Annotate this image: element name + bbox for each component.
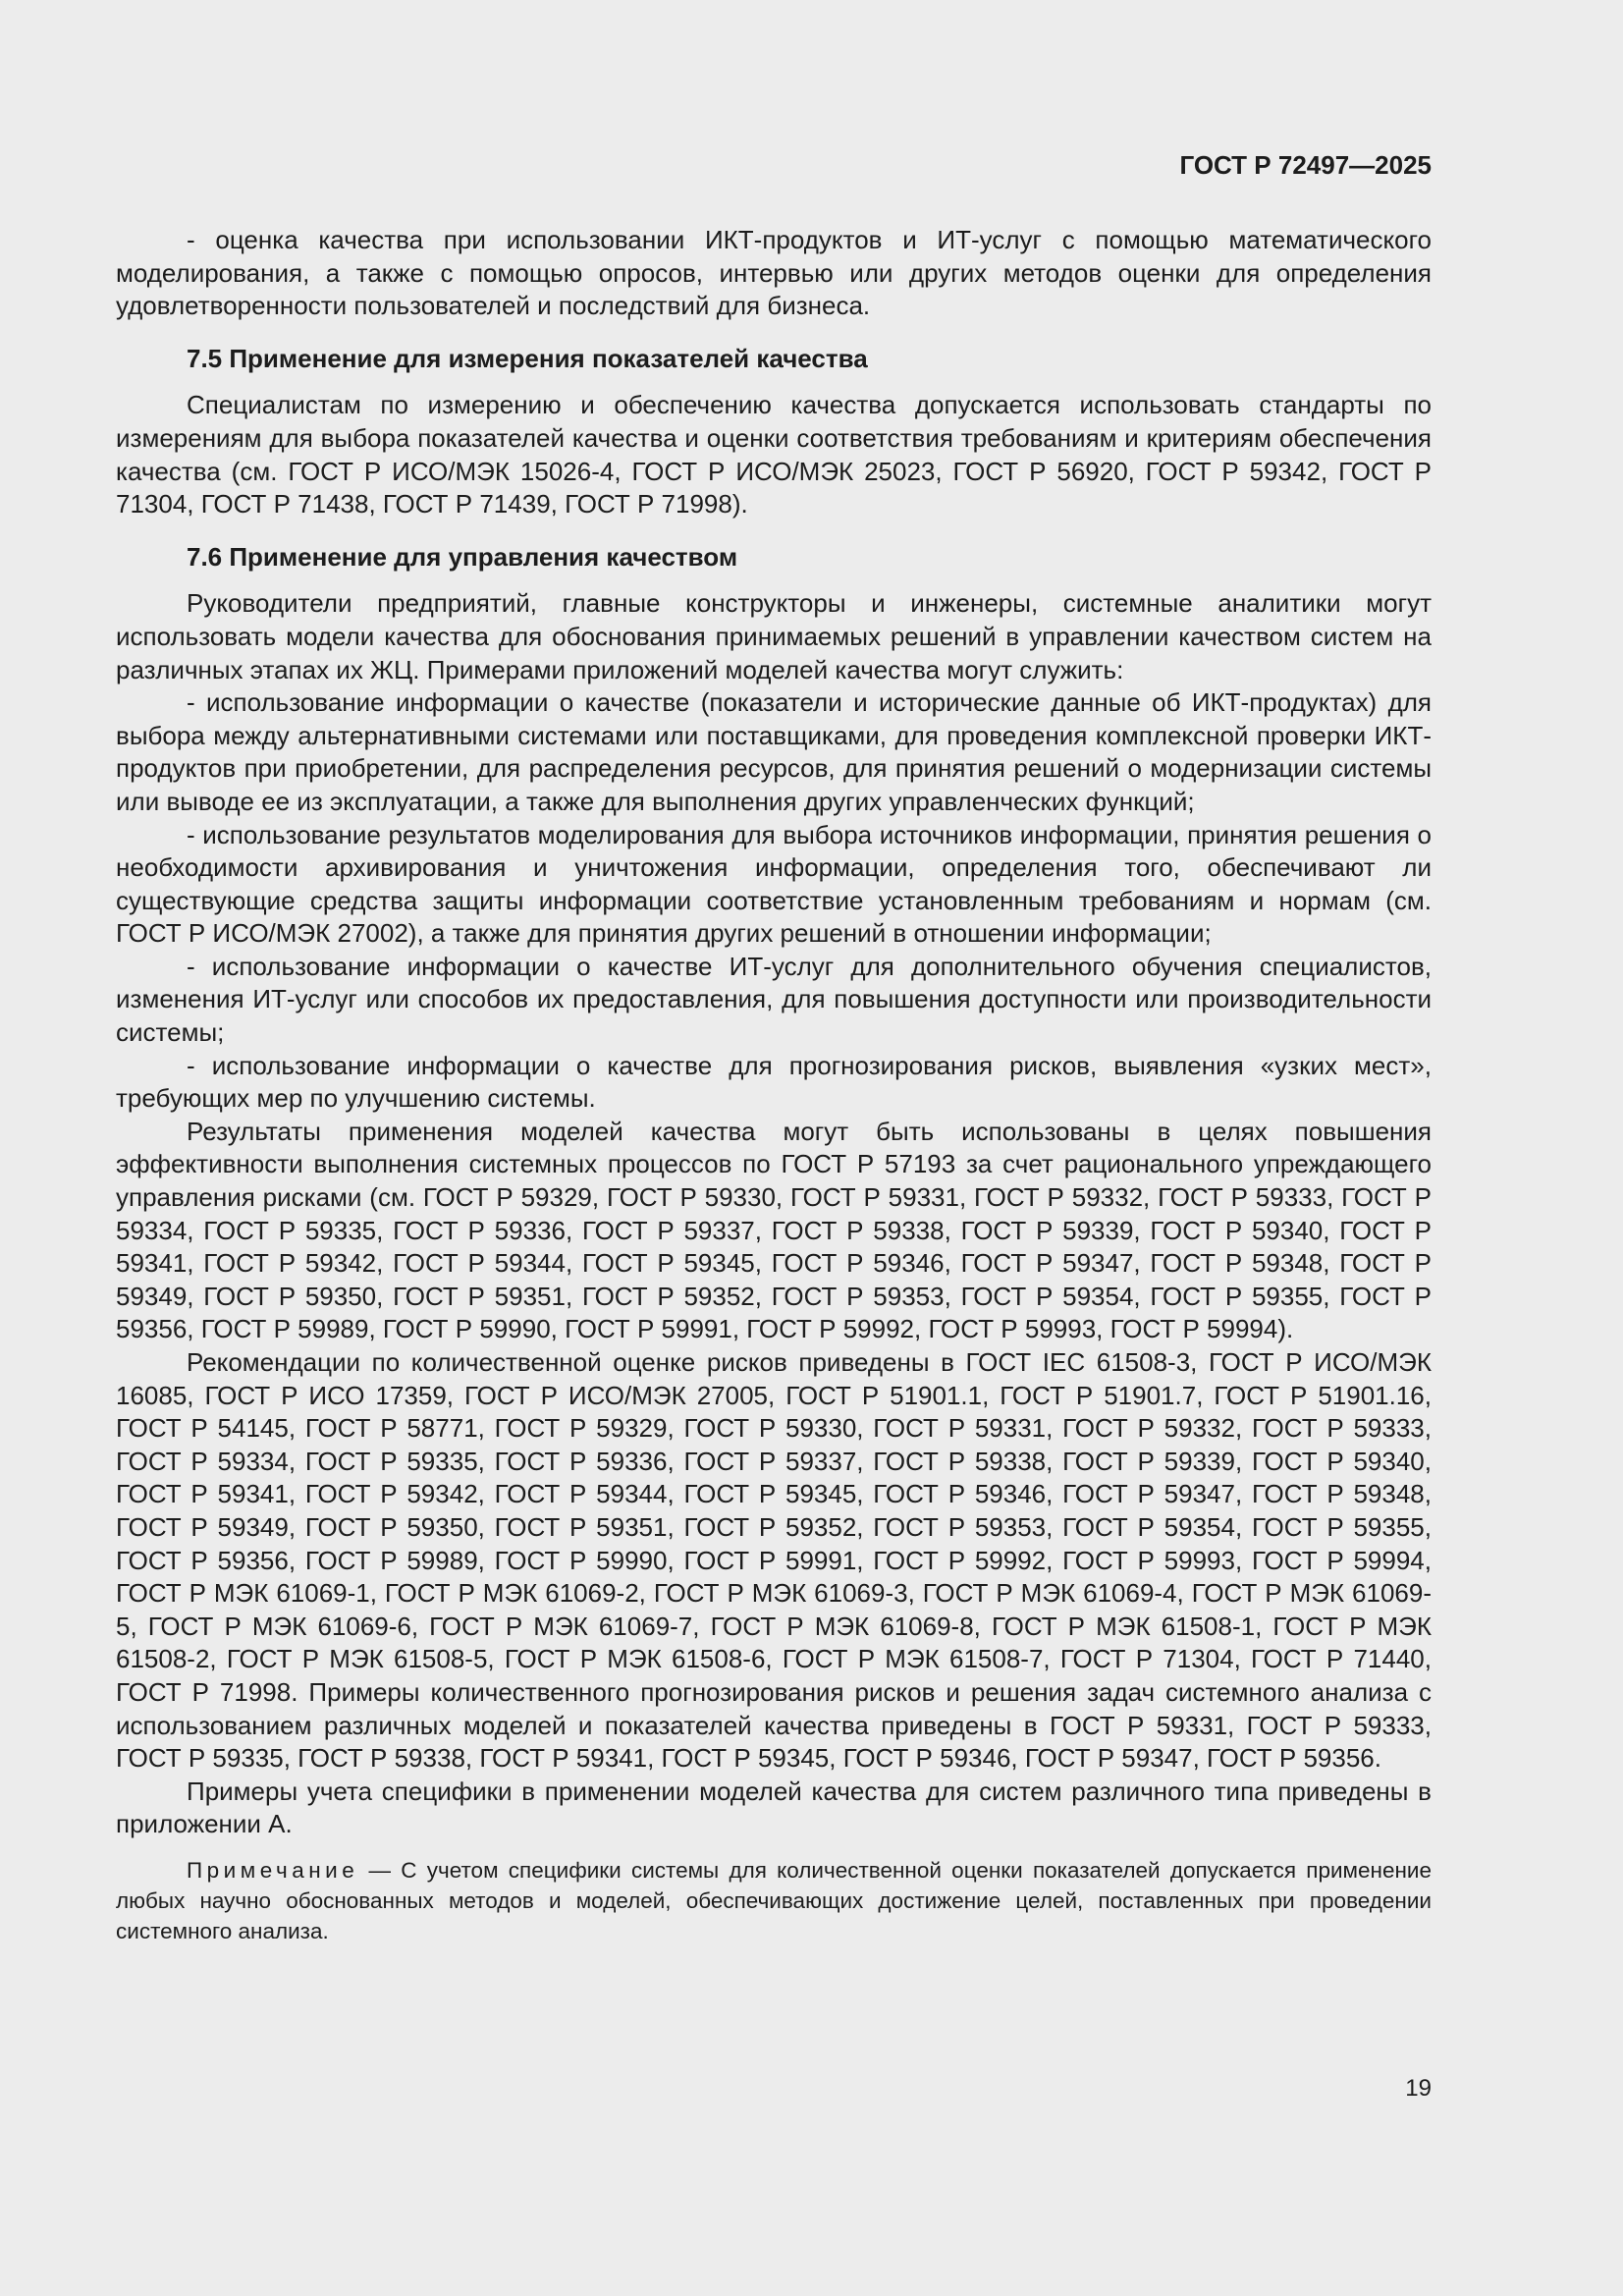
note-text: — С учетом специфики системы для количественной оценки показателей допускается применение любых научно обоснованных методов и моделей, обеспечивающих достижение целей, поставленных при проведении системного анализа. [116,1857,1432,1943]
section-7-6-list-item-3: - использование информации о качестве ИТ-услуг для дополнительного обучения специалистов, изменения ИТ-услуг или способов их предоставления, для повышения доступности или производительности системы; [116,951,1432,1048]
section-7-6-list-item-4: - использование информации о качестве для прогнозирования рисков, выявления «узких мест», требующих мер по улучшению системы. [116,1050,1432,1114]
list-item-intro: - оценка качества при использовании ИКТ-продуктов и ИТ-услуг с помощью математического моделирования, а также с помощью опросов, интервью или других методов оценки для определения удовлетворенности пользователей и последствий для бизнеса. [116,225,1432,321]
document-body [116,224,1432,1946]
note-block [116,1855,1432,1946]
section-7-6-paragraph-1: Руководители предприятий, главные конструкторы и инженеры, системные аналитики могут использовать модели качества для обоснования принимаемых решений в управлении качеством систем на различных этапах их ЖЦ. Примерами приложений моделей качества могут служить: [116,588,1432,684]
section-7-6-paragraph-3: Рекомендации по количественной оценке рисков приведены в ГОСТ IEC 61508-3, ГОСТ Р ИСО/МЭК 16085, ГОСТ Р ИСО 17359, ГОСТ Р ИСО/МЭК 27005, ГОСТ Р 51901.1, ГОСТ Р 51901.7, ГОСТ Р 51901.16, ГОСТ Р 54145, ГОСТ Р 58771, ГОСТ Р 59329, ГОСТ Р 59330, ГОСТ Р 59331, ГОСТ Р 59332, ГОСТ Р 59333, ГОСТ Р 59334, ГОСТ Р 59335, ГОСТ Р 59336, ГОСТ Р 59337, ГОСТ Р 59338, ГОСТ Р 59339, ГОСТ Р 59340, ГОСТ Р 59341, ГОСТ Р 59342, ГОСТ Р 59344, ГОСТ Р 59345, ГОСТ Р 59346, ГОСТ Р 59347, ГОСТ Р 59348, ГОСТ Р 59349, ГОСТ Р 59350, ГОСТ Р 59351, ГОСТ Р 59352, ГОСТ Р 59353, ГОСТ Р 59354, ГОСТ Р 59355, ГОСТ Р 59356, ГОСТ Р 59989, ГОСТ Р 59990, ГОСТ Р 59991, ГОСТ Р 59992, ГОСТ Р 59993, ГОСТ Р 59994, ГОСТ Р МЭК 61069-1, ГОСТ Р МЭК 61069-2, ГОСТ Р МЭК 61069-3, ГОСТ Р МЭК 61069-4, ГОСТ Р МЭК 61069-5, ГОСТ Р МЭК 61069-6, ГОСТ Р МЭК 61069-7, ГОСТ Р МЭК 61069-8, ГОСТ Р МЭК 61508-1, ГОСТ Р МЭК 61508-2, ГОСТ Р МЭК 61508-5, ГОСТ Р МЭК 61508-6, ГОСТ Р МЭК 61508-7, ГОСТ Р 71304, ГОСТ Р 71440, ГОСТ Р 71998. Примеры количественного прогнозирования рисков и решения задач системного анализа с использованием различных моделей и показателей качества приведены в ГОСТ Р 59331, ГОСТ Р 59333, ГОСТ Р 59335, ГОСТ Р 59338, ГОСТ Р 59341, ГОСТ Р 59345, ГОСТ Р 59346, ГОСТ Р 59347, ГОСТ Р 59356. [116,1347,1432,1774]
section-7-6-paragraph-4: Примеры учета специфики в применении моделей качества для систем различного типа приведены в приложении А. [116,1776,1432,1839]
page-number: 19 [1405,2075,1432,2102]
section-7-6-paragraph-2: Результаты применения моделей качества могут быть использованы в целях повышения эффективности выполнения системных процессов по ГОСТ Р 57193 за счет рационального упреждающего управления рисками (см. ГОСТ Р 59329, ГОСТ Р 59330, ГОСТ Р 59331, ГОСТ Р 59332, ГОСТ Р 59333, ГОСТ Р 59334, ГОСТ Р 59335, ГОСТ Р 59336, ГОСТ Р 59337, ГОСТ Р 59338, ГОСТ Р 59339, ГОСТ Р 59340, ГОСТ Р 59341, ГОСТ Р 59342, ГОСТ Р 59344, ГОСТ Р 59345, ГОСТ Р 59346, ГОСТ Р 59347, ГОСТ Р 59348, ГОСТ Р 59349, ГОСТ Р 59350, ГОСТ Р 59351, ГОСТ Р 59352, ГОСТ Р 59353, ГОСТ Р 59354, ГОСТ Р 59355, ГОСТ Р 59356, ГОСТ Р 59989, ГОСТ Р 59990, ГОСТ Р 59991, ГОСТ Р 59992, ГОСТ Р 59993, ГОСТ Р 59994). [116,1116,1432,1344]
section-7-5-heading: 7.5 Применение для измерения показателей качества [187,343,868,373]
note-label: Примечание [187,1857,359,1883]
document-header-id: ГОСТ Р 72497—2025 [1179,150,1432,180]
section-7-6-list-item-1: - использование информации о качестве (показатели и исторические данные об ИКТ-продуктах) для выбора между альтернативными системами или поставщиками, для проведения комплексной проверки ИКТ-продуктов при приобретении, для распределения ресурсов, для принятия решений о модернизации системы или выводе ее из эксплуатации, а также для выполнения других управленческих функций; [116,687,1432,816]
section-7-6-heading: 7.6 Применение для управления качеством [187,541,738,572]
section-7-5-paragraph: Специалистам по измерению и обеспечению качества допускается использовать стандарты по измерениям для выбора показателей качества и оценки соответствия требованиям и критериям обеспечения качества (см. ГОСТ Р ИСО/МЭК 15026-4, ГОСТ Р ИСО/МЭК 25023, ГОСТ Р 56920, ГОСТ Р 59342, ГОСТ Р 71304, ГОСТ Р 71438, ГОСТ Р 71439, ГОСТ Р 71998). [116,390,1432,519]
section-7-6-list-item-2: - использование результатов моделирования для выбора источников информации, принятия решения о необходимости архивирования и уничтожения информации, определения того, обеспечивают ли существующие средства защиты информации соответствие установленным требованиям и нормам (см. ГОСТ Р ИСО/МЭК 27002), а также для принятия других решений в отношении информации; [116,819,1432,949]
